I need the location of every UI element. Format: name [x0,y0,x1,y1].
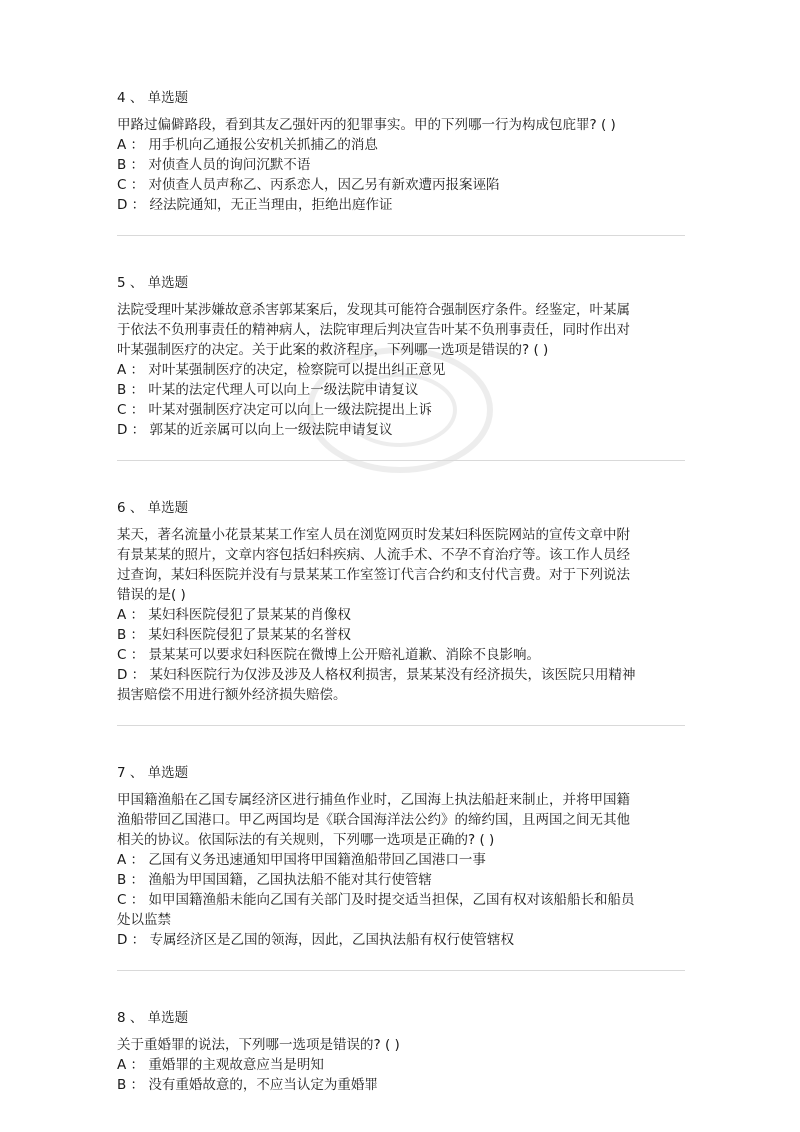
question-stem-line: 错误的是( ) [117,587,186,603]
option-c-continued: 处以监禁 [117,912,171,928]
option-c: C ： 叶某对强制医疗决定可以向上一级法院提出上诉 [117,402,433,418]
question-stem-line: 法院受理叶某涉嫌故意杀害郭某案后，发现其可能符合强制医疗条件。经鉴定，叶某属 [117,302,630,318]
question-stem-line: 过查询，某妇科医院并没有与景某某工作室签订代言合约和支付代言费。对于下列说法 [117,567,630,583]
question-6 [117,498,687,726]
question-stem-line: 叶某强制医疗的决定。关于此案的救济程序，下列哪一选项是错误的? ( ) [117,342,549,358]
question-stem: 关于重婚罪的说法，下列哪一选项是错误的? ( ) [117,1037,400,1053]
option-d: D ： 经法院通知，无正当理由，拒绝出庭作证 [117,197,393,213]
option-d: D ： 郭某的近亲属可以向上一级法院申请复议 [117,422,393,438]
question-4 [117,88,687,236]
option-b: B ： 渔船为甲国国籍，乙国执法船不能对其行使管辖 [117,872,432,888]
question-header: 5 、 单选题 [117,275,189,291]
option-d-continued: 损害赔偿不用进行额外经济损失赔偿。 [117,687,347,703]
option-a: A ： 重婚罪的主观故意应当是明知 [117,1057,324,1073]
option-c: C ： 景某某可以要求妇科医院在微博上公开赔礼道歉、消除不良影响。 [117,647,541,663]
question-header: 7 、 单选题 [117,765,189,781]
option-c: C ： 如甲国籍渔船未能向乙国有关部门及时提交适当担保，乙国有权对该船船长和船员 [117,892,635,908]
option-a: A ： 乙国有义务迅速通知甲国将甲国籍渔船带回乙国港口一事 [117,852,486,868]
question-stem-line: 甲国籍渔船在乙国专属经济区进行捕鱼作业时，乙国海上执法船赶来制止，并将甲国籍 [117,792,630,808]
question-7 [117,763,687,971]
option-c: C ： 对侦查人员声称乙、丙系恋人，因乙另有新欢遭丙报案诬陷 [117,177,500,193]
question-stem-line: 有景某某的照片，文章内容包括妇科疾病、人流手术、不孕不育治疗等。该工作人员经 [117,547,630,563]
question-stem-line: 某天，著名流量小花景某某工作室人员在浏览网页时发某妇科医院网站的宣传文章中附 [117,527,630,543]
option-d: D ： 某妇科医院行为仅涉及涉及人格权利损害，景某某没有经济损失，该医院只用精神 [117,667,636,683]
option-a: A ： 对叶某强制医疗的决定，检察院可以提出纠正意见 [117,362,446,378]
question-stem-line: 于依法不负刑事责任的精神病人，法院审理后判决宣告叶某不负刑事责任，同时作出对 [117,322,630,338]
question-header: 4 、 单选题 [117,90,189,106]
option-a: A ： 用手机向乙通报公安机关抓捕乙的消息 [117,137,378,153]
option-b: B ： 对侦查人员的询问沉默不语 [117,157,311,173]
question-header: 6 、 单选题 [117,500,189,516]
option-b: B ： 某妇科医院侵犯了景某某的名誉权 [117,627,351,643]
option-b: B ： 叶某的法定代理人可以向上一级法院申请复议 [117,382,419,398]
option-d: D ： 专属经济区是乙国的领海，因此，乙国执法船有权行使管辖权 [117,932,514,948]
question-stem: 甲路过偏僻路段，看到其友乙强奸丙的犯罪事实。甲的下列哪一行为构成包庇罪? ( ) [117,117,616,133]
question-stem-line: 渔船带回乙国港口。甲乙两国均是《联合国海洋法公约》的缔约国，且两国之间无其他 [117,812,630,828]
option-b: B ： 没有重婚故意的，不应当认定为重婚罪 [117,1077,378,1093]
question-5 [117,273,687,461]
option-a: A ： 某妇科医院侵犯了景某某的肖像权 [117,607,351,623]
question-list [117,88,687,1095]
question-header: 8 、 单选题 [117,1010,189,1026]
question-8 [117,1008,687,1095]
question-stem-line: 相关的协议。依国际法的有关规则，下列哪一选项是正确的? ( ) [117,832,495,848]
